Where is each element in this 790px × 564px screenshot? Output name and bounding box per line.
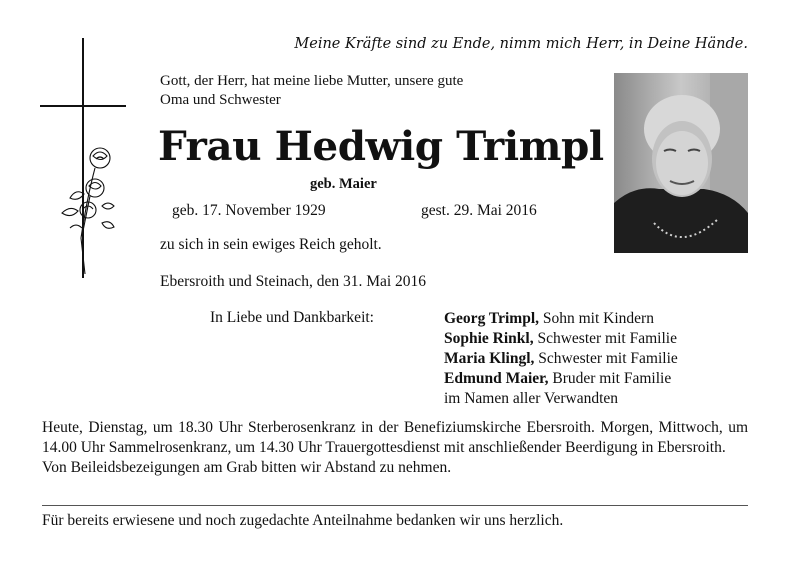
mourner-entry [444,329,678,349]
divider-line [42,505,748,506]
relatives-line: im Namen aller Verwandten [444,390,619,407]
mourner-name: Maria Klingl, [444,350,535,367]
mourner-name: Edmund Maier, [444,370,549,387]
condolence-note: Von Beileidsbezeigungen am Grab bitten wir Abstand zu nehmen. [42,459,452,476]
intro-line-2: Oma und Schwester [160,92,281,108]
service-information [42,418,748,478]
birth-date: geb. 17. November 1929 [172,202,326,219]
portrait-photo [614,73,748,253]
mourner-entry [444,369,678,389]
cross-with-roses-icon [40,38,130,278]
mourner-entry [444,349,678,369]
mourner-entry [444,309,678,329]
maiden-name: geb. Maier [310,176,377,192]
intro-line-1: Gott, der Herr, hat meine liebe Mutter, unsere gute [160,73,464,89]
death-date: gest. 29. Mai 2016 [421,202,537,219]
mourner-relation: Sohn mit Kindern [539,310,654,327]
mourner-name: Sophie Rinkl, [444,330,534,347]
deceased-name: Frau Hedwig Trimpl [158,122,604,170]
mourners-label: In Liebe und Dankbarkeit: [210,309,374,326]
motto-quote: Meine Kräfte sind zu Ende, nimm mich Herr, in Deine Hände. [294,36,748,52]
closing-thanks: Für bereits erwiesene und noch zugedachte Anteilnahme bedanken wir uns herzlich. [42,512,564,529]
mourner-relation: Schwester mit Familie [533,330,677,347]
service-details: Heute, Dienstag, um 18.30 Uhr Sterberosenkranz in der Benefiziumskirche Ebersroith. Morgen, Mittwoch, um 14.00 Uhr Sammelrosenkranz, um 14.30 Uhr Trauergottesdienst mit anschließender Beerdigung in Ebersroith. [42,419,748,456]
taken-text: zu sich in sein ewiges Reich geholt. [160,236,382,253]
mourner-name: Georg Trimpl, [444,310,539,327]
mourners-list [444,309,678,409]
intro-text [160,72,463,110]
place-date: Ebersroith und Steinach, den 31. Mai 2016 [160,273,427,290]
mourner-relation: Schwester mit Familie [534,350,678,367]
mourner-relation: Bruder mit Familie [548,370,672,387]
